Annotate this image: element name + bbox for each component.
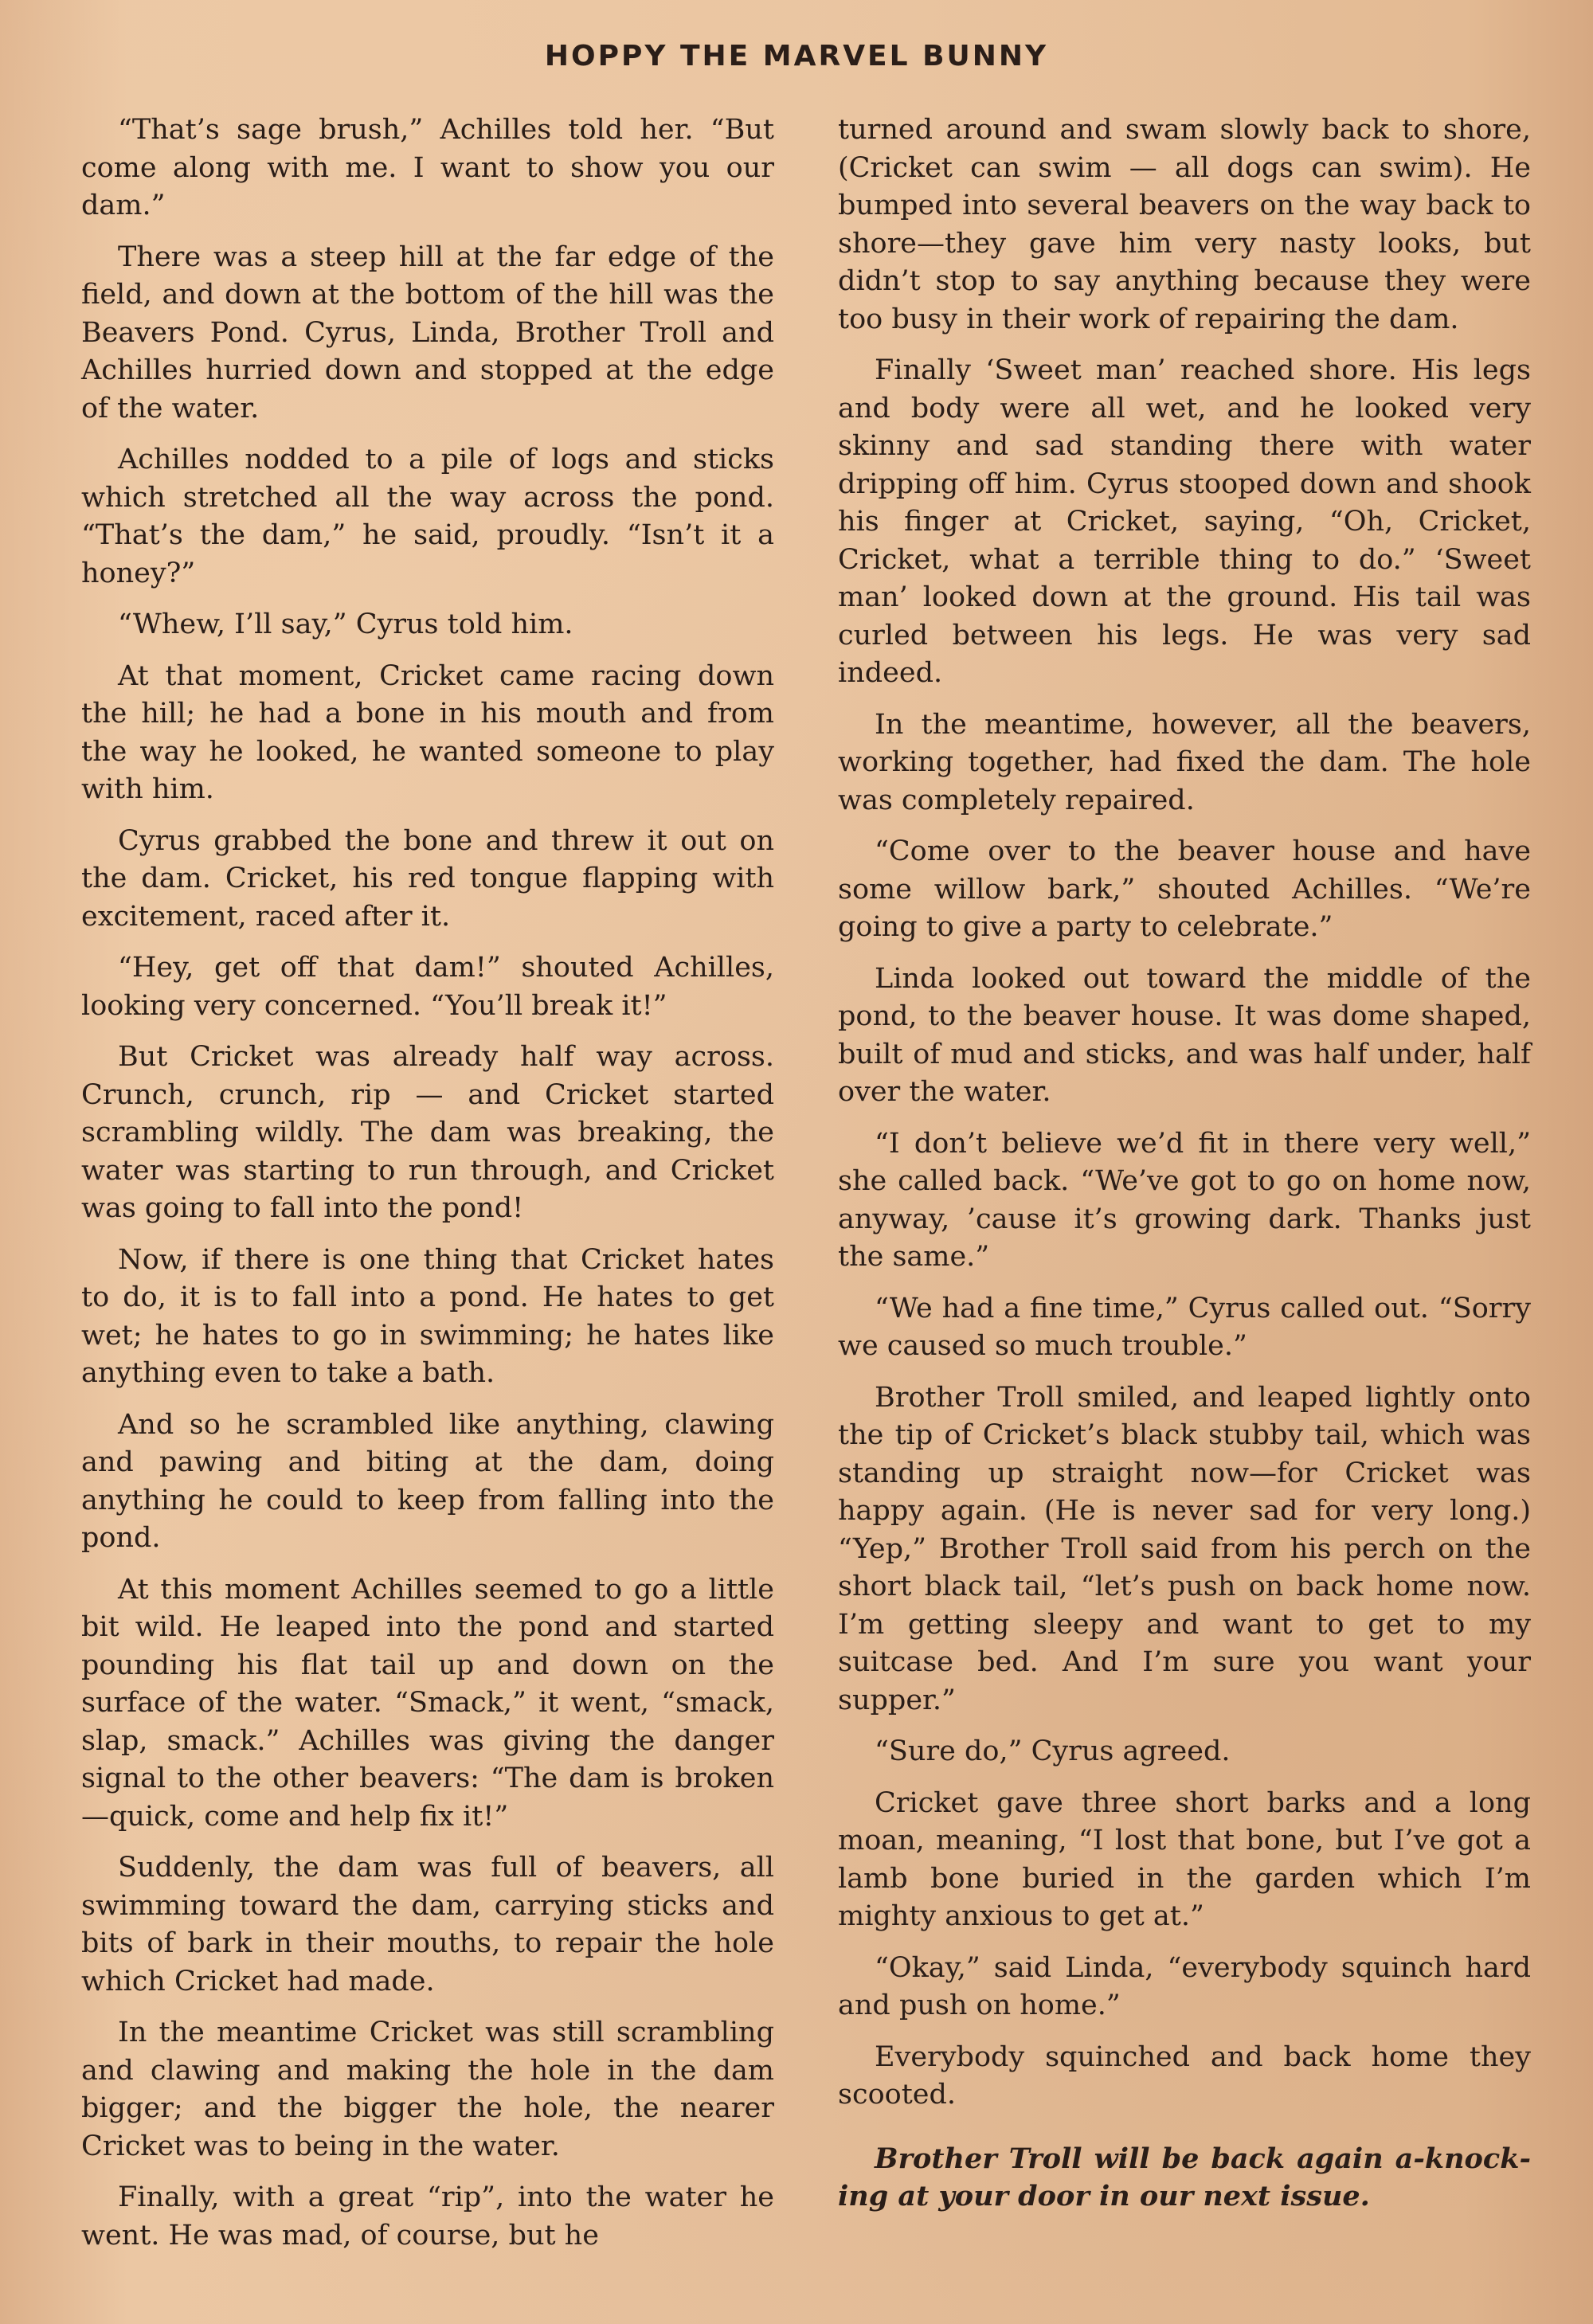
paragraph: There was a steep hill at the far edge of the field, and down at the bottom of the hill was the Beavers Pond. Cyrus, Linda, Brother Troll and Achilles hurried down and stopped at the edge of the water.	[81, 241, 774, 425]
paragraph: Linda looked out toward the middle of the pond, to the beaver house. It was dome shaped, built of mud and sticks, and was half under, half over the water.	[838, 962, 1531, 1108]
right-column	[838, 112, 1531, 2229]
paragraph: Finally ‘Sweet man’ reached shore. His legs and body were all wet, and he looked very skinny and sad standing there with water dripping off him. Cyrus stooped down and shook his finger at Cricket, saying, “Oh, Cricket, Cricket, what a terrible thing to do.” ‘Sweet man’ looked down at the ground. His tail was curled between his legs. He was very sad indeed.	[838, 354, 1531, 689]
paragraph: In the meantime Cricket was still scrambling and clawing and making the hole in the dam bigger; and the bigger the hole, the nearer Cricket was to being in the water.	[81, 2017, 774, 2162]
next-issue-note: Brother Troll will be back again a-knocking at your door in our next issue.	[838, 2142, 1531, 2212]
left-column	[81, 112, 774, 2268]
paragraph: “I don’t believe we’d fit in there very well,” she called back. “We’ve got to go on home now, anyway, ’cause it’s growing dark. Thanks just the same.”	[838, 1127, 1531, 1273]
page-header: HOPPY THE MARVEL BUNNY	[544, 40, 1049, 72]
paragraph: Suddenly, the dam was full of beavers, all swimming toward the dam, carrying sticks and bits of bark in their mouths, to repair the hole which Cricket had made.	[81, 1852, 774, 1997]
paragraph: But Cricket was already half way across. Crunch, crunch, rip — and Cricket started scrambling wildly. The dam was breaking, the water was starting to run through, and Cricket was going to fall into the pond!	[81, 1041, 774, 1224]
paragraph: Achilles nodded to a pile of logs and sticks which stretched all the way across the pond. “That’s the dam,” he said, proudly. “Isn’t it a honey?”	[81, 444, 774, 589]
paragraph: Brother Troll smiled, and leaped lightly onto the tip of Cricket’s black stubby tail, which was standing up straight now—for Cricket was happy again. (He is never sad for very long.) “Yep,” Brother Troll said from his perch on the short black tail, “let’s push on back home now. I’m getting sleepy and want to get to my suitcase bed. And I’m sure you want your supper.”	[838, 1381, 1531, 1716]
paragraph: “Come over to the beaver house and have some willow bark,” shouted Achilles. “We’re going to give a party to celebrate.”	[838, 835, 1531, 943]
paragraph: And so he scrambled like anything, clawing and pawing and biting at the dam, doing anything he could to keep from falling into the pond.	[81, 1408, 774, 1554]
continued-paragraph: turned around and swam slowly back to shore, (Cricket can swim — all dogs can swim). He bumped into several beavers on the way back to shore—they gave him very nasty looks, but didn’t stop to say anything because they were too busy in their work of repairing the dam.	[838, 114, 1531, 335]
paragraph: “Whew, I’ll say,” Cyrus told him.	[118, 608, 573, 640]
paragraph: “We had a fine time,” Cyrus called out. “Sorry we caused so much trouble.”	[838, 1292, 1531, 1362]
paragraph: “Hey, get off that dam!” shouted Achilles, looking very concerned. “You’ll break it!”	[81, 952, 774, 1022]
paragraph: “Okay,” said Linda, “everybody squinch hard and push on home.”	[838, 1951, 1531, 2021]
paragraph: Cricket gave three short barks and a long moan, meaning, “I lost that bone, but I’ve got a lamb bone buried in the garden which I’m mighty anxious to get at.”	[838, 1786, 1531, 1932]
paragraph: Finally, with a great “rip”, into the water he went. He was mad, of course, but he	[81, 2181, 774, 2252]
paragraph: At that moment, Cricket came racing down the hill; he had a bone in his mouth and from the way he looked, he wanted someone to play with him.	[81, 659, 774, 805]
paragraph: In the meantime, however, all the beavers, working together, had fixed the dam. The hole was completely repaired.	[838, 708, 1531, 816]
paragraph: Now, if there is one thing that Cricket hates to do, it is to fall into a pond. He hates to get wet; he hates to go in swimming; he hates like anything even to take a bath.	[81, 1243, 774, 1389]
paragraph: At this moment Achilles seemed to go a little bit wild. He leaped into the pond and started pounding his flat tail up and down on the surface of the water. “Smack,” it went, “smack, slap, smack.” Achilles was giving the danger signal to the other beavers: “The dam is broken—quick, come and help fix it!”	[81, 1573, 774, 1833]
paragraph: “That’s sage brush,” Achilles told her. “But come along with me. I want to show you our dam.”	[81, 114, 774, 221]
paragraph: Cyrus grabbed the bone and threw it out on the dam. Cricket, his red tongue flapping with excitement, raced after it.	[81, 824, 774, 933]
paragraph: Everybody squinched and back home they scooted.	[838, 2040, 1531, 2111]
paragraph: “Sure do,” Cyrus agreed.	[875, 1735, 1231, 1767]
